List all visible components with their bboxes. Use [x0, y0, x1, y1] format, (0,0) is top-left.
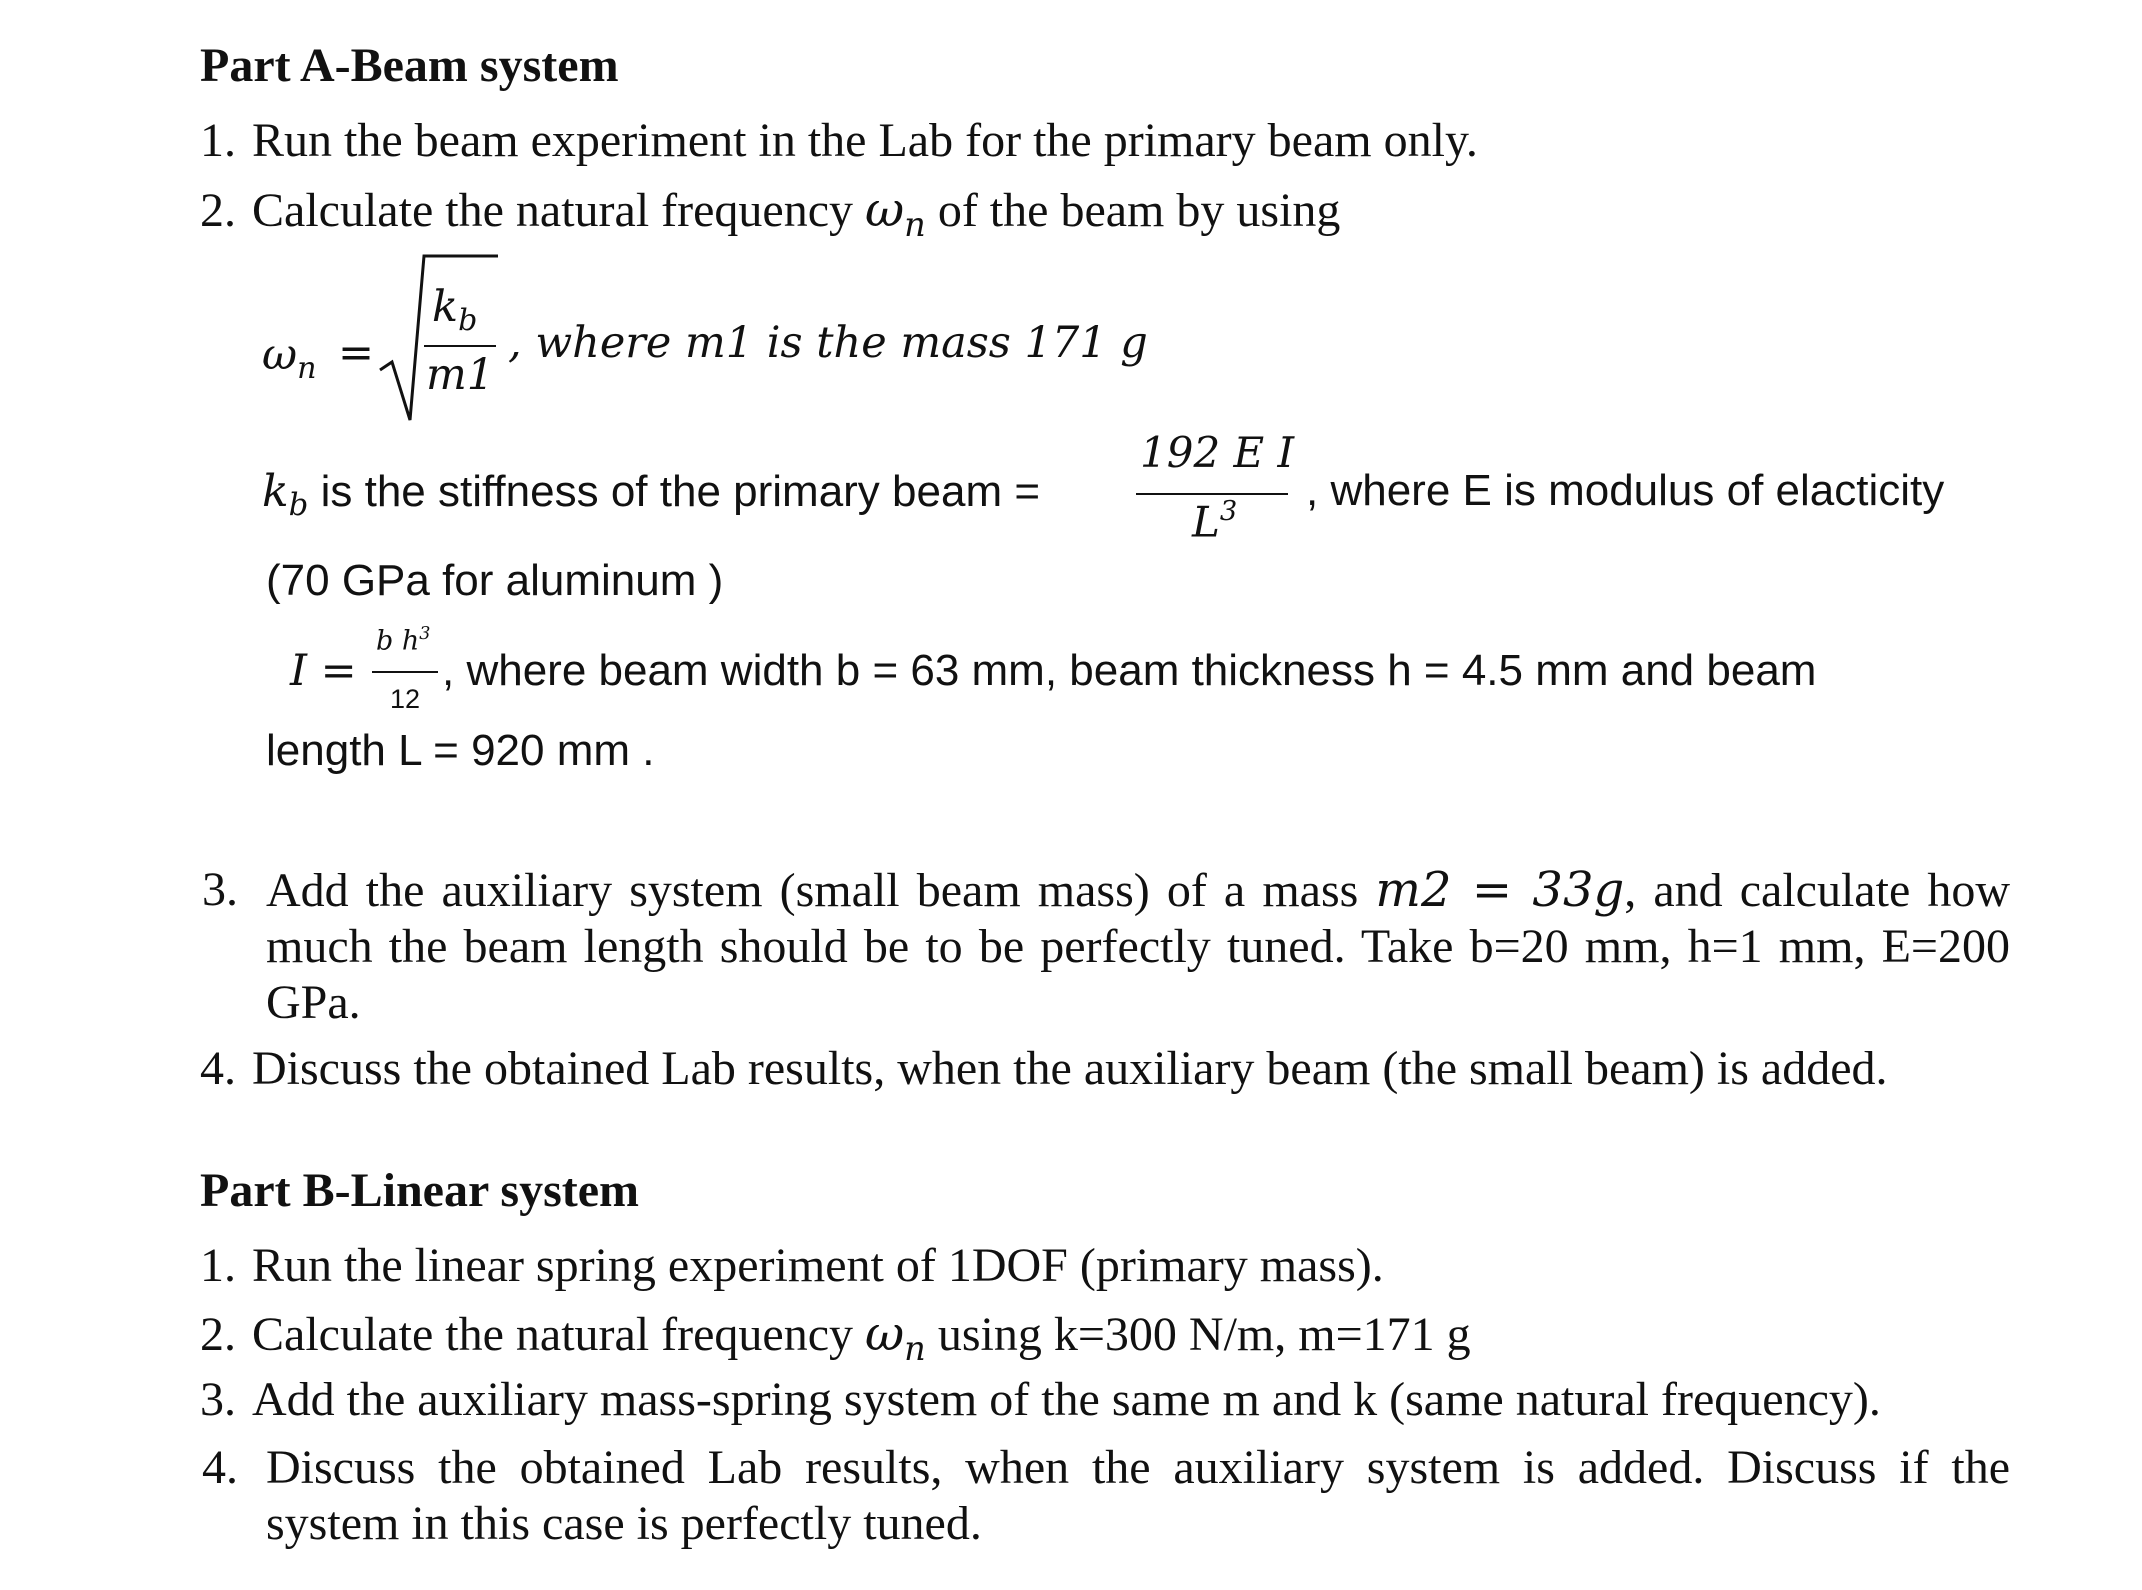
eq1-denominator: m1 [426, 350, 495, 400]
part-b-item-1: 1. Run the linear spring experiment of 1DOF (primary mass). [200, 1239, 1384, 1292]
eq3-denominator: 12 [390, 684, 421, 714]
part-a-item-3: 3. Add the auxiliary system (small beam mass) of a mass m2 = 33g, and calculate how much the beam length should be to be perfectly tuned. Take b=20 mm, h=1 mm, E=200 GPa. [202, 862, 2011, 1029]
sqrt-symbol [378, 252, 500, 428]
omega-symbol: $\omega_n$ [865, 182, 926, 245]
eq3-numerator: b $h^3$ [376, 624, 431, 657]
eq1-fraction-bar [424, 345, 496, 347]
eq1-equals: = [338, 328, 375, 378]
part-b-title: Part B-Linear system [200, 1164, 640, 1217]
beam-length-line: length L = 920 mm . [266, 726, 655, 775]
eq1-lhs: $\omega_n$ [262, 330, 317, 387]
part-a-item-1: 1. Run the beam experiment in the Lab for the primary beam only. [200, 114, 1478, 167]
eq3-fraction-bar [372, 671, 438, 673]
part-a-item-2: 2. Calculate the natural frequency $\omega_n$ of the beam by using [200, 182, 1341, 245]
eq2-fraction-bar [1136, 493, 1288, 495]
eq1-tail: , where m1 is the mass 171 g [508, 318, 1148, 368]
part-a-item-4: 4. Discuss the obtained Lab results, when the auxiliary beam (the small beam) is added. [200, 1042, 1888, 1095]
part-a-title: Part A-Beam system [200, 39, 619, 92]
eq3-tail: , where beam width b = 63 mm, beam thickness h = 4.5 mm and beam [442, 646, 1817, 695]
part-b-item-2: 2. Calculate the natural frequency $\omega_n$ using k=300 N/m, m=171 g [200, 1306, 1471, 1369]
eq2-line: $k_b$ is the stiffness of the primary beam = [262, 466, 1041, 524]
eq1-numerator: $k_b$ [432, 282, 478, 339]
eq2-numerator: 192 E I [1140, 428, 1295, 477]
part-b-item-4: 4. Discuss the obtained Lab results, when the auxiliary system is added. Discuss if the system in this case is perfectly tuned. [202, 1441, 2010, 1550]
eq3-lhs: I = [290, 646, 357, 696]
omega-symbol: $\omega_n$ [865, 1306, 926, 1369]
eq2-denominator: $L^3$ [1192, 496, 1238, 547]
part-b-item-3: 3. Add the auxiliary mass-spring system of the same m and k (same natural frequency). [200, 1373, 1881, 1426]
modulus-note: (70 GPa for aluminum ) [266, 556, 724, 605]
eq2-tail: , where E is modulus of elacticity [1306, 466, 1945, 515]
